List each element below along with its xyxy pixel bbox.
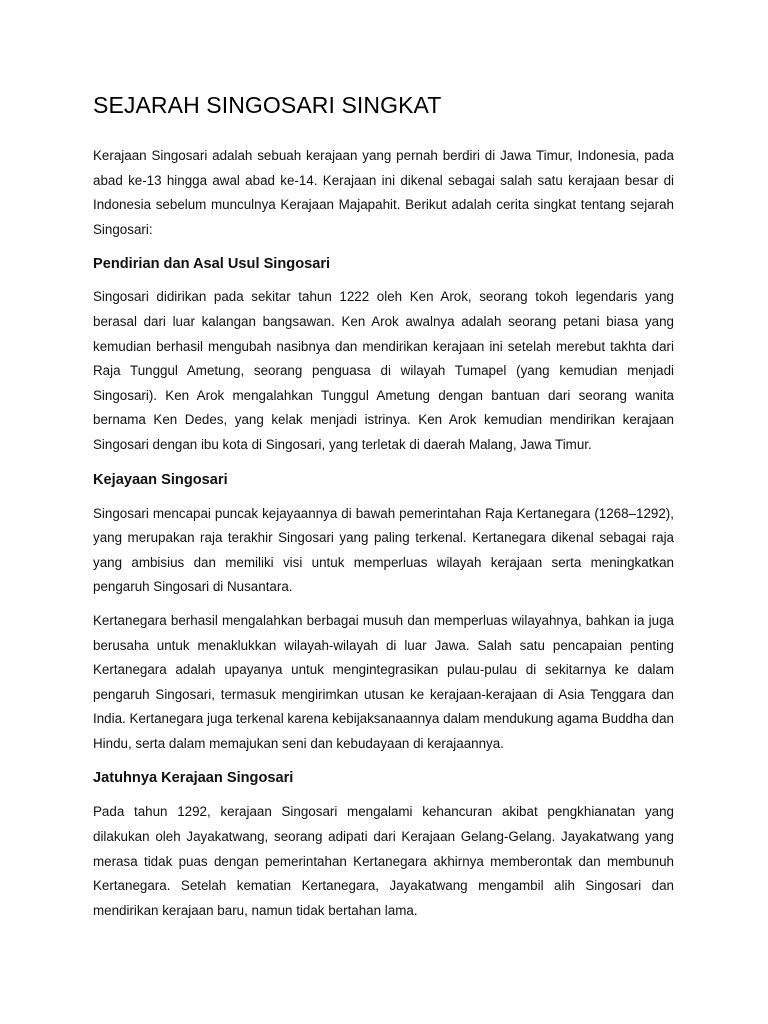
section-heading: Kejayaan Singosari: [93, 471, 228, 488]
section-kejayaan: [93, 468, 674, 757]
section-paragraph: Kertanegara berhasil mengalahkan berbagai musuh dan memperluas wilayahnya, bahkan ia juga berusaha untuk menaklukkan wilayah-wilayah di luar Jawa. Salah satu pencapaian penting Kertanegara adalah upayanya untuk mengintegrasikan pulau-pulau di sekitarnya ke dalam pengaruh Singosari, termasuk mengirimkan utusan ke kerajaan-kerajaan di Asia Tenggara dan India. Kertanegara juga terkenal karena kebijaksanaannya dalam mendukung agama Buddha dan Hindu, serta dalam memajukan seni dan kebudayaan di kerajaannya.: [93, 612, 674, 751]
section-paragraph: Singosari mencapai puncak kejayaannya di bawah pemerintahan Raja Kertanegara (1268–1292), yang merupakan raja terakhir Singosari yang paling terkenal. Kertanegara dikenal sebagai raja yang ambisius dan memiliki visi untuk memperluas wilayah kerajaan serta meningkatkan pengaruh Singosari di Nusantara.: [93, 505, 674, 595]
section-jatuhnya: [93, 766, 674, 923]
section-paragraph: Singosari didirikan pada sekitar tahun 1222 oleh Ken Arok, seorang tokoh legendaris yang berasal dari luar kalangan bangsawan. Ken Arok awalnya adalah seorang petani biasa yang kemudian berhasil mengubah nasibnya dan mendirikan kerajaan ini setelah merebut takhta dari Raja Tunggul Ametung, seorang penguasa di wilayah Tumapel (yang kemudian menjadi Singosari). Ken Arok mengalahkan Tunggul Ametung dengan bantuan dari seorang wanita bernama Ken Dedes, yang kelak menjadi istrinya. Ken Arok kemudian mendirikan kerajaan Singosari dengan ibu kota di Singosari, yang terletak di daerah Malang, Jawa Timur.: [93, 289, 674, 452]
section-paragraph: Pada tahun 1292, kerajaan Singosari mengalami kehancuran akibat pengkhianatan yang dilakukan oleh Jayakatwang, seorang adipati dari Kerajaan Gelang-Gelang. Jayakatwang yang merasa tidak puas dengan pemerintahan Kertanegara akhirnya memberontak dan membunuh Kertanegara. Setelah kematian Kertanegara, Jayakatwang mengambil alih Singosari dan mendirikan kerajaan baru, namun tidak bertahan lama.: [93, 804, 674, 918]
section-pendirian: [93, 252, 674, 457]
document-page: [93, 90, 674, 923]
document-title: SEJARAH SINGOSARI SINGKAT: [93, 92, 442, 118]
section-heading: Jatuhnya Kerajaan Singosari: [93, 770, 294, 787]
section-heading: Pendirian dan Asal Usul Singosari: [93, 256, 331, 273]
intro-paragraph: Kerajaan Singosari adalah sebuah kerajaan yang pernah berdiri di Jawa Timur, Indonesia, pada abad ke-13 hingga awal abad ke-14. Kerajaan ini dikenal sebagai salah satu kerajaan besar di Indonesia sebelum munculnya Kerajaan Majapahit. Berikut adalah cerita singkat tentang sejarah Singosari:: [93, 148, 674, 237]
